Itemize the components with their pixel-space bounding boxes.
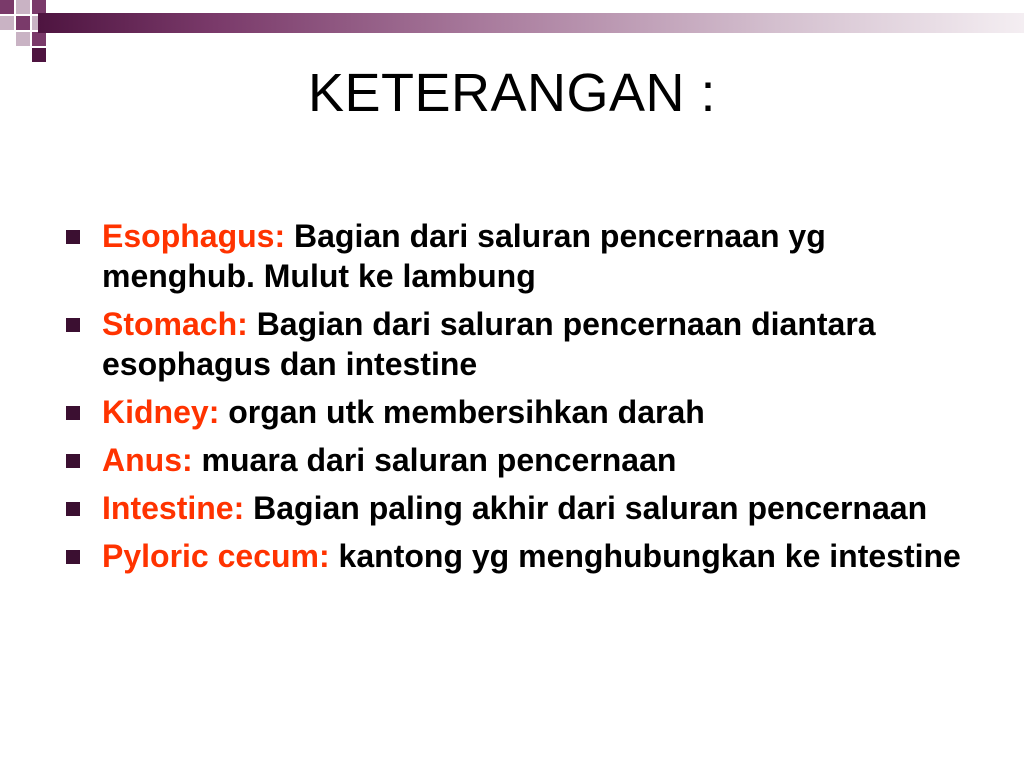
list-item — [64, 536, 964, 576]
title-accent-bar — [38, 13, 1024, 33]
term-description: Bagian dari saluran pencernaan diantara esophagus dan intestine — [102, 306, 876, 382]
list-item — [64, 392, 964, 432]
square-bullet-icon — [66, 230, 80, 244]
term-label: Kidney: — [102, 394, 220, 430]
list-item — [64, 216, 964, 296]
square-bullet-icon — [66, 454, 80, 468]
term-description: Bagian dari saluran pencernaan yg menghub. Mulut ke lambung — [102, 218, 826, 294]
square-bullet-icon — [66, 406, 80, 420]
square-bullet-icon — [66, 318, 80, 332]
square-bullet-icon — [66, 502, 80, 516]
term-label: Stomach: — [102, 306, 248, 342]
term-description: kantong yg menghubungkan ke intestine — [329, 538, 961, 574]
definition-list — [64, 216, 964, 584]
slide-title: KETERANGAN : — [307, 63, 717, 123]
term-label: Intestine: — [102, 490, 245, 526]
term-label: Pyloric cecum: — [102, 538, 330, 574]
square-bullet-icon — [66, 550, 80, 564]
list-item — [64, 440, 964, 480]
term-description: muara dari saluran pencernaan — [192, 442, 677, 478]
list-item — [64, 304, 964, 384]
term-label: Anus: — [102, 442, 193, 478]
term-description: organ utk membersihkan darah — [219, 394, 705, 430]
term-label: Esophagus: — [102, 218, 286, 254]
term-description: Bagian paling akhir dari saluran pencernaan — [244, 490, 928, 526]
list-item — [64, 488, 964, 528]
